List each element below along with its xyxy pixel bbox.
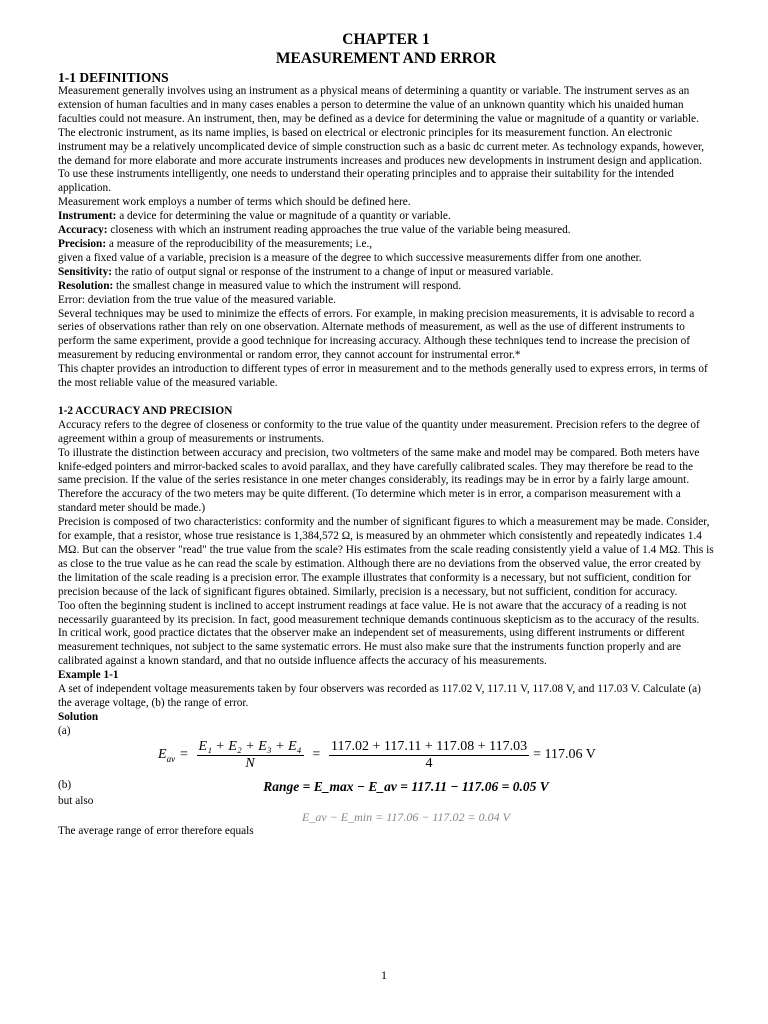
definition-term: Precision: bbox=[58, 237, 107, 250]
chapter-title: MEASUREMENT AND ERROR bbox=[275, 50, 497, 67]
section-heading-definitions: 1-1 DEFINITIONS bbox=[58, 70, 169, 85]
but-also-text: but also bbox=[58, 794, 94, 807]
eq-result: = 117.06 V bbox=[533, 747, 596, 763]
paragraph: To illustrate the distinction between accuracy and precision, two voltmeters of the same make and model may be compared. Both meters have knife-edged pointers and mirror-backed scales to avoid parallax, and they have carefully calibrated scales. They may therefore be read to the same precision. If the value of the series resistance in one meter changes considerably, its readings may be in error by a fairly large amount. Therefore the accuracy of the two meters may be quite different. (To determine which meter is in error, a comparison measurement with a standard meter should be made.) bbox=[58, 446, 700, 515]
definition-sensitivity bbox=[58, 266, 714, 280]
definition-accuracy bbox=[58, 224, 714, 238]
section-heading-accuracy-precision: 1-2 ACCURACY AND PRECISION bbox=[58, 404, 233, 417]
definition-term: Sensitivity: bbox=[58, 265, 112, 278]
definition-text: the smallest change in measured value to which the instrument will respond. bbox=[113, 279, 462, 292]
average-range-text: The average range of error therefore equals bbox=[58, 824, 254, 837]
eq-fraction-symbolic: $\frac{\text{E₁ + E₂ + E₃ + E₄}}{N}$ bbox=[198, 738, 302, 771]
page-number: 1 bbox=[381, 968, 387, 982]
definition-text: closeness with which an instrument reading approaches the true value of the variable being measured. bbox=[107, 224, 571, 237]
definition-term: Resolution: bbox=[58, 279, 114, 292]
solution-heading: Solution bbox=[58, 710, 99, 723]
part-b-label: (b) bbox=[58, 778, 72, 791]
equation-range: Range = E_max − E_av = 117.11 − 117.06 = 0.05 V bbox=[263, 778, 549, 794]
paragraph: Accuracy refers to the degree of closeness or conformity to the true value of the quantity under measurement. Precision refers to the degree of agreement within a group of measurements or instruments. bbox=[58, 418, 700, 445]
paragraph: Measurement work employs a number of terms which should be defined here. bbox=[58, 196, 411, 209]
definition-text: a device for determining the value or magnitude of a quantity or variable. bbox=[116, 210, 451, 223]
document-page bbox=[58, 30, 714, 838]
equation-average: $E_{av}$ = $\frac{\text{E₁ + E₂ + E₃ + E₄}}{N}$ = $\frac{117.02 + 117.11 + 117.08 + 117.03}{4}$ = 117.06 V bbox=[158, 738, 596, 771]
definition-precision bbox=[58, 238, 714, 252]
definition-term: Instrument: bbox=[58, 210, 117, 223]
definition-error: Error: deviation from the true value of the measured variable. bbox=[58, 293, 336, 306]
equation-range-min: E_av − E_min = 117.06 − 117.02 = 0.04 V bbox=[302, 809, 510, 824]
example-text: A set of independent voltage measurements taken by four observers was recorded as 117.02 V, 117.11 V, 117.08 V, and 117.03 V. Calculate (a) the average voltage, (b) the range of error. bbox=[58, 683, 701, 709]
definition-term: Accuracy: bbox=[58, 224, 108, 237]
paragraph: This chapter provides an introduction to different types of error in measurement and to the methods generally used to express errors, in terms of the most reliable value of the measured variable. bbox=[58, 363, 708, 390]
chapter-number: CHAPTER 1 bbox=[342, 31, 430, 48]
definition-text: the ratio of output signal or response of the instrument to a change of input or measured variable. bbox=[111, 265, 554, 278]
paragraph: Precision is composed of two characteristics: conformity and the number of significant figures to which a measurement may be made. Consider, for example, that a resistor, whose true resistance is 1,384,572 Ω, is measured by an ohmmeter which consistently and repeatedly indicates 1.4 MΩ. But can the observer "read" the true value from the scale? His estimates from the scale reading consistently yield a value of 1.4 MΩ. This is as close to the true value as he can read the scale by estimation. Although there are no deviations from the observed value, the error created by the limitation of the scale reading is a precision error. The example illustrates that conformity is a necessary, but not sufficient, condition for precision because of the lack of significant figures obtained. Similarly, precision is a necessary, but not sufficient, condition for accuracy. bbox=[58, 516, 714, 598]
definition-text: a measure of the reproducibility of the measurements; i.e., bbox=[106, 237, 373, 250]
definition-resolution bbox=[58, 280, 714, 294]
part-a-label: (a) bbox=[58, 724, 71, 737]
paragraph: Several techniques may be used to minimize the effects of errors. For example, in making precision measurements, it is advisable to record a series of observations rather than rely on one observation. Alternate methods of measurement, as well as the use of different instruments to perform the same experiment, provide a good technique for increasing accuracy. Although these techniques tend to increase the precision of measurement by reducing environmental or random error, they cannot account for instrumental error.* bbox=[58, 307, 695, 362]
eq-fraction-numeric: $\frac{117.02 + 117.11 + 117.08 + 117.03}{4}$ bbox=[331, 738, 528, 771]
paragraph: given a fixed value of a variable, precision is a measure of the degree to which successive measurements differ from one another. bbox=[58, 251, 642, 264]
paragraph: Too often the beginning student is inclined to accept instrument readings at face value. He is not aware that the accuracy of a reading is not necessarily guaranteed by its precision. In fact, good measurement technique demands continuous skepticism as to the accuracy of the results. bbox=[58, 599, 700, 626]
eq-lhs: $E_{av}$ bbox=[158, 746, 176, 764]
example-heading: Example 1-1 bbox=[58, 669, 119, 682]
paragraph: Measurement generally involves using an instrument as a physical means of determining a quantity or variable. The instrument serves as an extension of human faculties and in many cases enables a person to determine the value of an unknown quantity which his unaided human faculties could not measure. An instrument, then, may be defined as a device for determining the value or magnitude of a quantity or variable. The electronic instrument, as its name implies, is based on electrical or electronic principles for its measurement function. An electronic instrument may be a relatively uncomplicated device of simple construction such as a basic dc current meter. As technology expands, however, the demand for more elaborate and more accurate instruments increases and produces new developments in instrument design and application. To use these instruments intelligently, one needs to understand their operating principles and to appraise their suitability for the intended application. bbox=[58, 85, 705, 195]
definition-instrument bbox=[58, 210, 714, 224]
paragraph: In critical work, good practice dictates that the observer make an independent set of measurements, using different instruments or different measurement techniques, not subject to the same systematic errors. He must also make sure that the instruments function properly and are calibrated against a known standard, and that no outside influence affects the accuracy of his measurements. bbox=[58, 627, 685, 668]
